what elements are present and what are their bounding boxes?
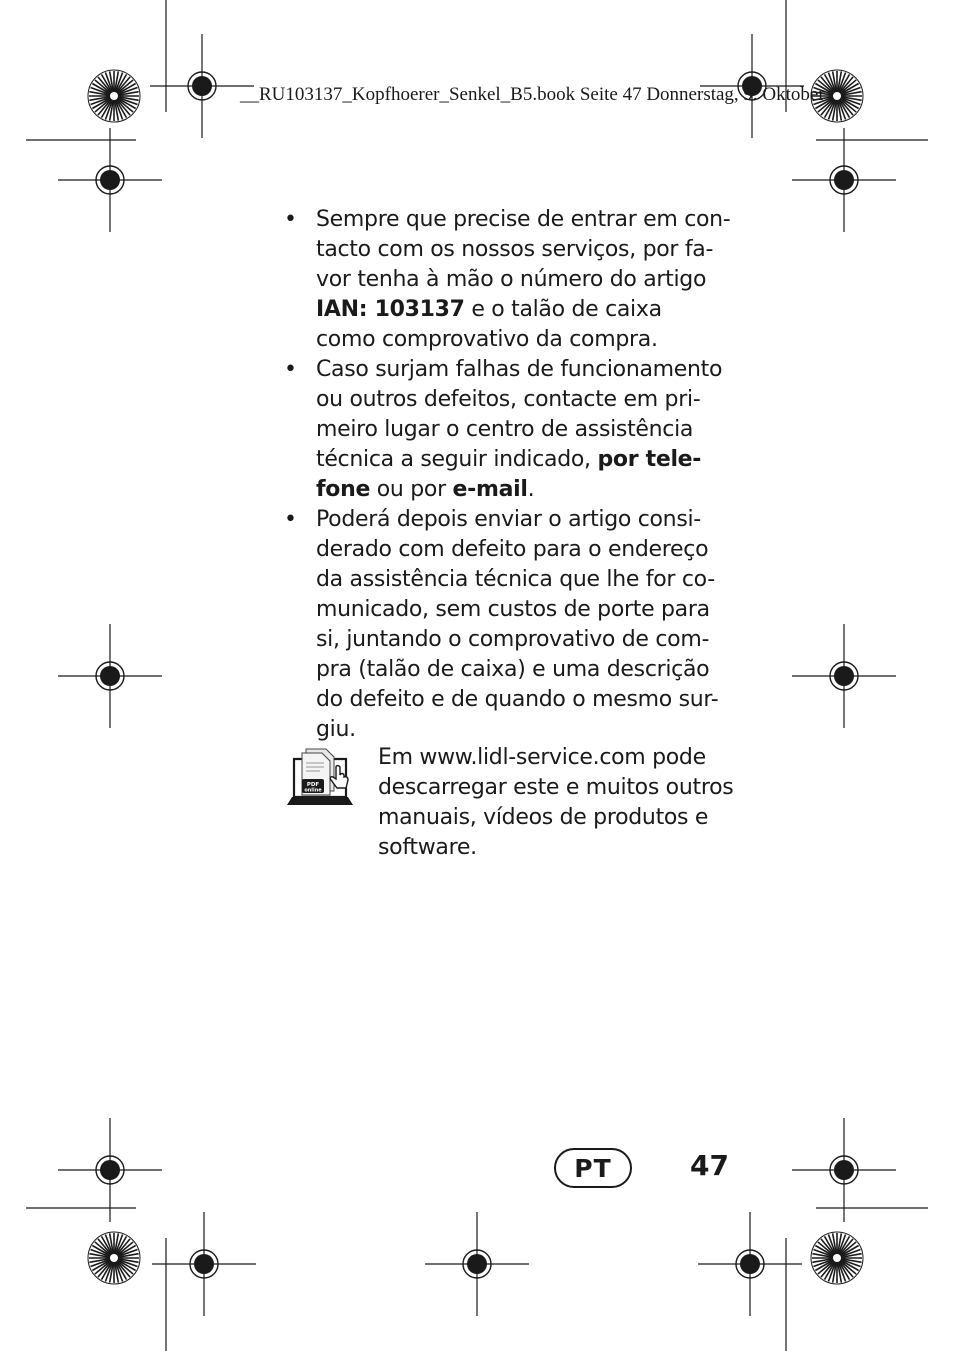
text-run: Caso surjam falhas de funcionamento (316, 357, 723, 382)
text-run: derado com defeito para o endereço (316, 537, 709, 562)
download-text-line: Em www.lidl-service.com pode (378, 745, 706, 770)
text-run: meiro lugar o centro de assistência (316, 417, 694, 442)
print-slug-line: __RU103137_Kopfhoerer_Senkel_B5.book Seite 47 Donnerstag, 9. Oktober (240, 84, 825, 105)
download-text-line: software. (378, 835, 477, 860)
pdf-online-icon (286, 747, 356, 815)
bullet-symbol: • (284, 507, 297, 532)
bold-text: por tele- (597, 447, 702, 472)
download-text (378, 743, 733, 863)
download-text-line: descarregar este e muitos outros (378, 775, 734, 800)
text-line (316, 385, 734, 415)
text-run: Poderá depois enviar o artigo consi- (316, 507, 701, 532)
text-run: ou outros defeitos, contacte em pri- (316, 387, 701, 412)
text-run: . (527, 477, 535, 502)
page-number: 47 (690, 1149, 729, 1182)
text-line (316, 625, 734, 655)
text-run: si, juntando o comprovativo de com- (316, 627, 710, 652)
text-line (316, 535, 734, 565)
text-line (316, 565, 734, 595)
bold-text: fone (316, 477, 371, 502)
language-badge: PT (554, 1148, 632, 1188)
text-line (316, 655, 734, 685)
text-run: técnica a seguir indicado, (316, 447, 598, 472)
download-text-line: manuais, vídeos de produtos e (378, 805, 709, 830)
text-line (316, 235, 734, 265)
text-line (316, 505, 734, 535)
text-run: pra (talão de caixa) e uma descrição (316, 657, 710, 682)
text-line (316, 445, 734, 475)
bold-text: e-mail (452, 477, 528, 502)
text-run: Sempre que precise de entrar em con- (316, 207, 731, 232)
text-run: como comprovativo da compra. (316, 327, 658, 352)
svg-text:online: online (304, 787, 322, 794)
text-line (316, 295, 734, 325)
text-run: vor tenha à mão o número do artigo (316, 267, 707, 292)
bullet-item (284, 205, 734, 355)
text-run: municado, sem custos de porte para (316, 597, 710, 622)
svg-text:PDF: PDF (306, 782, 320, 788)
text-line (316, 325, 734, 355)
bold-text: IAN: 103137 (316, 297, 465, 322)
bullet-symbol: • (284, 357, 297, 382)
text-run: ou por (370, 477, 453, 502)
text-line (316, 415, 734, 445)
main-content (284, 205, 734, 860)
text-line (316, 355, 734, 385)
text-run: e o talão de caixa (464, 297, 662, 322)
bullet-item (284, 355, 734, 505)
text-run: do defeito e de quando o mesmo sur- (316, 687, 719, 712)
text-run: tacto com os nossos serviços, por fa- (316, 237, 714, 262)
text-line (316, 715, 734, 745)
text-line (316, 595, 734, 625)
bullet-item (284, 505, 734, 745)
text-line (316, 685, 734, 715)
bullet-list (284, 205, 734, 745)
text-line (316, 475, 734, 505)
text-run: giu. (316, 717, 356, 742)
bullet-symbol: • (284, 207, 297, 232)
text-line (316, 205, 734, 235)
text-line (316, 265, 734, 295)
text-run: da assistência técnica que lhe for co- (316, 567, 715, 592)
